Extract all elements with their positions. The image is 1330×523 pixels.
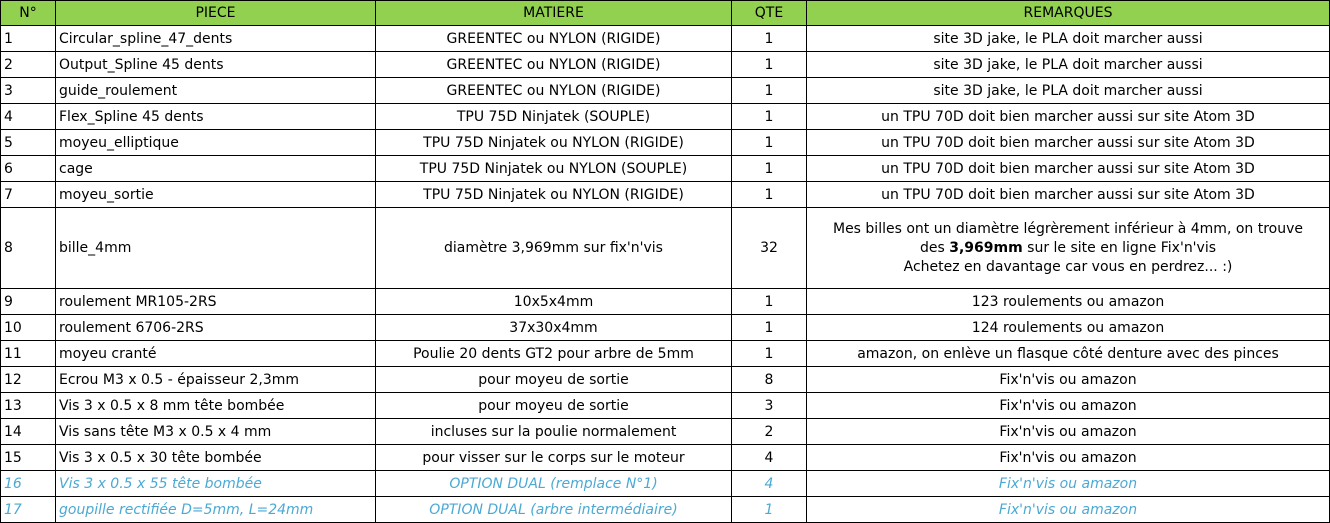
cell-num[interactable]: 9: [1, 289, 56, 315]
table-row: [1, 341, 1330, 367]
cell-num[interactable]: 17: [1, 497, 56, 523]
cell-qte[interactable]: 1: [732, 156, 807, 182]
cell-piece[interactable]: moyeu cranté: [56, 341, 376, 367]
table-row: [1, 130, 1330, 156]
table-row: [1, 26, 1330, 52]
table-row-option: [1, 497, 1330, 523]
cell-qte[interactable]: 1: [732, 78, 807, 104]
cell-piece[interactable]: Vis sans tête M3 x 0.5 x 4 mm: [56, 419, 376, 445]
cell-num[interactable]: 2: [1, 52, 56, 78]
cell-matiere[interactable]: GREENTEC ou NYLON (RIGIDE): [376, 78, 732, 104]
cell-num[interactable]: 13: [1, 393, 56, 419]
cell-num[interactable]: 8: [1, 208, 56, 289]
cell-remarques[interactable]: [807, 208, 1330, 289]
cell-remarques[interactable]: Fix'n'vis ou amazon: [807, 445, 1330, 471]
table-row: [1, 445, 1330, 471]
cell-num[interactable]: 3: [1, 78, 56, 104]
remarques-line: [810, 239, 1326, 258]
cell-qte[interactable]: 1: [732, 497, 807, 523]
cell-num[interactable]: 6: [1, 156, 56, 182]
cell-num[interactable]: 16: [1, 471, 56, 497]
table-row: [1, 78, 1330, 104]
cell-matiere[interactable]: Poulie 20 dents GT2 pour arbre de 5mm: [376, 341, 732, 367]
cell-piece[interactable]: Vis 3 x 0.5 x 30 tête bombée: [56, 445, 376, 471]
cell-matiere[interactable]: TPU 75D Ninjatek ou NYLON (RIGIDE): [376, 182, 732, 208]
cell-qte[interactable]: 4: [732, 471, 807, 497]
header-num[interactable]: N°: [1, 1, 56, 26]
cell-piece[interactable]: Vis 3 x 0.5 x 55 tête bombée: [56, 471, 376, 497]
cell-piece[interactable]: roulement MR105-2RS: [56, 289, 376, 315]
cell-piece[interactable]: Ecrou M3 x 0.5 - épaisseur 2,3mm: [56, 367, 376, 393]
cell-qte[interactable]: 2: [732, 419, 807, 445]
remarques-line: Mes billes ont un diamètre légrèrement inférieur à 4mm, on trouve: [832, 220, 1304, 237]
remarques-bold-value: 3,969mm: [949, 239, 1023, 256]
cell-num[interactable]: 5: [1, 130, 56, 156]
cell-remarques[interactable]: un TPU 70D doit bien marcher aussi sur site Atom 3D: [807, 156, 1330, 182]
cell-remarques[interactable]: Fix'n'vis ou amazon: [807, 393, 1330, 419]
remarques-text: des: [919, 239, 950, 256]
cell-piece[interactable]: roulement 6706-2RS: [56, 315, 376, 341]
cell-matiere[interactable]: pour moyeu de sortie: [376, 367, 732, 393]
header-qte[interactable]: QTE: [732, 1, 807, 26]
cell-num[interactable]: 15: [1, 445, 56, 471]
cell-piece[interactable]: goupille rectifiée D=5mm, L=24mm: [56, 497, 376, 523]
cell-remarques[interactable]: Fix'n'vis ou amazon: [807, 419, 1330, 445]
cell-matiere[interactable]: pour moyeu de sortie: [376, 393, 732, 419]
cell-qte[interactable]: 32: [732, 208, 807, 289]
table-row: [1, 52, 1330, 78]
cell-piece[interactable]: Flex_Spline 45 dents: [56, 104, 376, 130]
cell-piece[interactable]: bille_4mm: [56, 208, 376, 289]
cell-num[interactable]: 12: [1, 367, 56, 393]
cell-qte[interactable]: 1: [732, 315, 807, 341]
cell-qte[interactable]: 1: [732, 289, 807, 315]
cell-matiere[interactable]: 37x30x4mm: [376, 315, 732, 341]
cell-qte[interactable]: 3: [732, 393, 807, 419]
cell-piece[interactable]: moyeu_elliptique: [56, 130, 376, 156]
remarques-text: sur le site en ligne Fix'n'vis: [1022, 239, 1217, 256]
cell-num[interactable]: 7: [1, 182, 56, 208]
cell-qte[interactable]: 1: [732, 104, 807, 130]
cell-piece[interactable]: Vis 3 x 0.5 x 8 mm tête bombée: [56, 393, 376, 419]
cell-qte[interactable]: 1: [732, 26, 807, 52]
cell-qte[interactable]: 1: [732, 52, 807, 78]
table-row: [1, 289, 1330, 315]
header-row: [1, 1, 1330, 26]
cell-matiere[interactable]: OPTION DUAL (arbre intermédiaire): [376, 497, 732, 523]
cell-matiere[interactable]: TPU 75D Ninjatek ou NYLON (SOUPLE): [376, 156, 732, 182]
cell-num[interactable]: 14: [1, 419, 56, 445]
table-row: [1, 104, 1330, 130]
cell-remarques[interactable]: un TPU 70D doit bien marcher aussi sur site Atom 3D: [807, 130, 1330, 156]
cell-num[interactable]: 4: [1, 104, 56, 130]
table-row: [1, 208, 1330, 289]
cell-matiere[interactable]: pour visser sur le corps sur le moteur: [376, 445, 732, 471]
cell-qte[interactable]: 1: [732, 341, 807, 367]
header-remarques[interactable]: REMARQUES: [807, 1, 1330, 26]
cell-remarques[interactable]: 124 roulements ou amazon: [807, 315, 1330, 341]
table-row-option: [1, 471, 1330, 497]
cell-remarques[interactable]: site 3D jake, le PLA doit marcher aussi: [807, 26, 1330, 52]
cell-remarques[interactable]: amazon, on enlève un flasque côté denture avec des pinces: [807, 341, 1330, 367]
header-matiere[interactable]: MATIERE: [376, 1, 732, 26]
cell-piece[interactable]: Output_Spline 45 dents: [56, 52, 376, 78]
cell-remarques[interactable]: un TPU 70D doit bien marcher aussi sur site Atom 3D: [807, 104, 1330, 130]
cell-num[interactable]: 11: [1, 341, 56, 367]
cell-matiere[interactable]: diamètre 3,969mm sur fix'n'vis: [376, 208, 732, 289]
cell-qte[interactable]: 4: [732, 445, 807, 471]
table-row: [1, 182, 1330, 208]
cell-remarques[interactable]: site 3D jake, le PLA doit marcher aussi: [807, 52, 1330, 78]
cell-matiere[interactable]: incluses sur la poulie normalement: [376, 419, 732, 445]
cell-matiere[interactable]: GREENTEC ou NYLON (RIGIDE): [376, 52, 732, 78]
cell-remarques[interactable]: Fix'n'vis ou amazon: [807, 471, 1330, 497]
cell-qte[interactable]: 8: [732, 367, 807, 393]
cell-matiere[interactable]: TPU 75D Ninjatek (SOUPLE): [376, 104, 732, 130]
header-piece[interactable]: PIECE: [56, 1, 376, 26]
cell-piece[interactable]: Circular_spline_47_dents: [56, 26, 376, 52]
cell-num[interactable]: 1: [1, 26, 56, 52]
table-row: [1, 315, 1330, 341]
cell-matiere[interactable]: GREENTEC ou NYLON (RIGIDE): [376, 26, 732, 52]
cell-piece[interactable]: cage: [56, 156, 376, 182]
cell-remarques[interactable]: Fix'n'vis ou amazon: [807, 367, 1330, 393]
cell-piece[interactable]: guide_roulement: [56, 78, 376, 104]
cell-remarques[interactable]: un TPU 70D doit bien marcher aussi sur site Atom 3D: [807, 182, 1330, 208]
cell-num[interactable]: 10: [1, 315, 56, 341]
cell-piece[interactable]: moyeu_sortie: [56, 182, 376, 208]
cell-qte[interactable]: 1: [732, 130, 807, 156]
cell-qte[interactable]: 1: [732, 182, 807, 208]
table-row: [1, 419, 1330, 445]
cell-matiere[interactable]: 10x5x4mm: [376, 289, 732, 315]
cell-matiere[interactable]: OPTION DUAL (remplace N°1): [376, 471, 732, 497]
table-row: [1, 367, 1330, 393]
cell-remarques[interactable]: site 3D jake, le PLA doit marcher aussi: [807, 78, 1330, 104]
cell-remarques[interactable]: 123 roulements ou amazon: [807, 289, 1330, 315]
remarques-line: Achetez en davantage car vous en perdrez... :): [903, 258, 1233, 275]
table-row: [1, 393, 1330, 419]
cell-remarques[interactable]: Fix'n'vis ou amazon: [807, 497, 1330, 523]
cell-matiere[interactable]: TPU 75D Ninjatek ou NYLON (RIGIDE): [376, 130, 732, 156]
table-row: [1, 156, 1330, 182]
